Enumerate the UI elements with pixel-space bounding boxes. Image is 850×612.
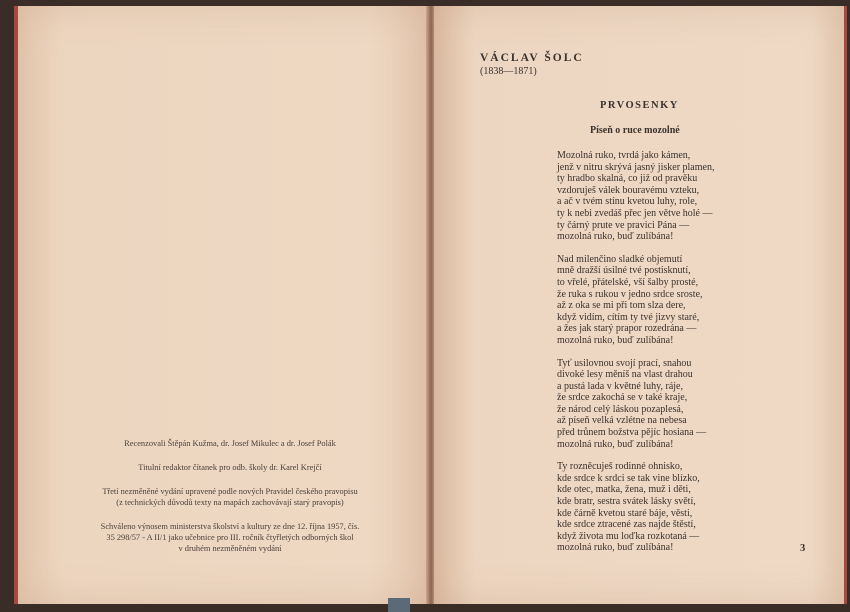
reviewers-line: Recenzovali Štěpán Kužma, dr. Josef Mikulec a dr. Josef Polák	[124, 439, 336, 448]
collection-title: PRVOSENKY	[600, 100, 679, 111]
poem-line: že ruka s rukou v jedno srdce sroste,	[557, 288, 703, 300]
poem-line: a žes jak starý prapor rozedrána —	[557, 323, 697, 335]
poem-line: ty k nebi zvedáš přec jen větve holé —	[557, 207, 713, 219]
poem-line: až z oka se mi při tom slza dere,	[557, 300, 686, 312]
approval-note	[60, 521, 400, 554]
imprint	[60, 438, 400, 554]
poem-line: mozolná ruko, buď zulíbána!	[557, 334, 674, 346]
poem-line: Tyť usilovnou svojí prací, snahou	[557, 357, 692, 369]
edition-note-line: (z technických důvodů texty na mapách zachovávají starý pravopis)	[116, 498, 344, 507]
poem-line: vzdoruješ válek bouravému vzteku,	[557, 184, 700, 196]
poem-line: kde čárně kvetou staré báje, věsti,	[557, 507, 693, 519]
poem-line: a pustá lada v květné luhy, ráje,	[557, 380, 683, 392]
approval-line: 35 298/57 - A II/1 jako učebnice pro III. ročník čtyřletých odborných škol	[106, 533, 354, 542]
poem-line: Ty rozněcuješ rodinné ohnisko,	[557, 461, 683, 473]
poem-line: Mozolná ruko, tvrdá jako kámen,	[557, 150, 691, 161]
poem-line: kde srdce k srdci se tak vine blízko,	[557, 472, 700, 484]
poem-line: že srdce zakochá se v také kraje,	[557, 392, 688, 404]
poem-line: kde bratr, sestra svátek lásky světí,	[557, 496, 696, 508]
edition-note	[60, 486, 400, 508]
poem-line: mozolná ruko, buď zulíbána!	[557, 231, 674, 243]
poem-line: před trůnem božstva pějíc hosiana —	[557, 427, 707, 439]
spine-edge	[388, 598, 410, 612]
poem-line: že národ celý láskou pozaplesá,	[557, 403, 684, 415]
poem-line: jenž v nitru skrývá jasný jisker plamen,	[557, 161, 715, 173]
editor-line: Titulní redaktor čítanek pro odb. školy dr. Karel Krejčí	[138, 463, 322, 472]
poem-line: mozolná ruko, buď zulíbána!	[557, 438, 674, 450]
poem-stanza	[557, 254, 714, 347]
poem-stanza	[557, 461, 714, 554]
poem-line: kde srdce ztracené zas najde štěstí,	[557, 519, 696, 531]
poem-line: ty čárný prute ve pravici Pána —	[557, 219, 690, 231]
approval-line: Schváleno výnosem ministerstva školství a kultury ze dne 12. října 1957, čís.	[100, 522, 360, 531]
poem-line: mně dražší úsilné tvé postisknutí,	[557, 265, 691, 277]
page-number: 3	[800, 543, 806, 554]
approval-line: v druhém nezměněném vydání	[178, 544, 282, 553]
poem-line: když vidím, cítím ty tvé jizvy staré,	[557, 311, 700, 323]
poem-line: Nad milenčino sladké objemutí	[557, 253, 683, 265]
author-dates: (1838—1871)	[480, 66, 537, 77]
poem-stanza	[557, 358, 714, 451]
poem-line: divoké lesy měníš na vlast drahou	[557, 369, 693, 381]
author-name: VÁCLAV ŠOLC	[480, 52, 584, 64]
poem-stanza	[557, 150, 714, 243]
poem-line: až píseň velká vzlétne na nebesa	[557, 415, 687, 427]
poem-line: a ač v tvém stínu kvetou luhy, role,	[557, 196, 698, 208]
edition-note-line: Třetí nezměněné vydání upravené podle nových Pravidel českého pravopisu	[102, 487, 358, 496]
poem-line: to vřelé, přátelské, vší šalby prosté,	[557, 276, 699, 288]
poem-line: když života mu loďka rozkotaná —	[557, 530, 700, 542]
poem-text	[557, 150, 714, 565]
poem-line: kde otec, matka, žena, muž i děti,	[557, 484, 691, 496]
poem-line: mozolná ruko, buď zulíbána!	[557, 542, 674, 554]
poem-title: Píseň o ruce mozolné	[590, 125, 680, 136]
poem-line: ty hradbo skalná, co již od pravěku	[557, 173, 698, 185]
